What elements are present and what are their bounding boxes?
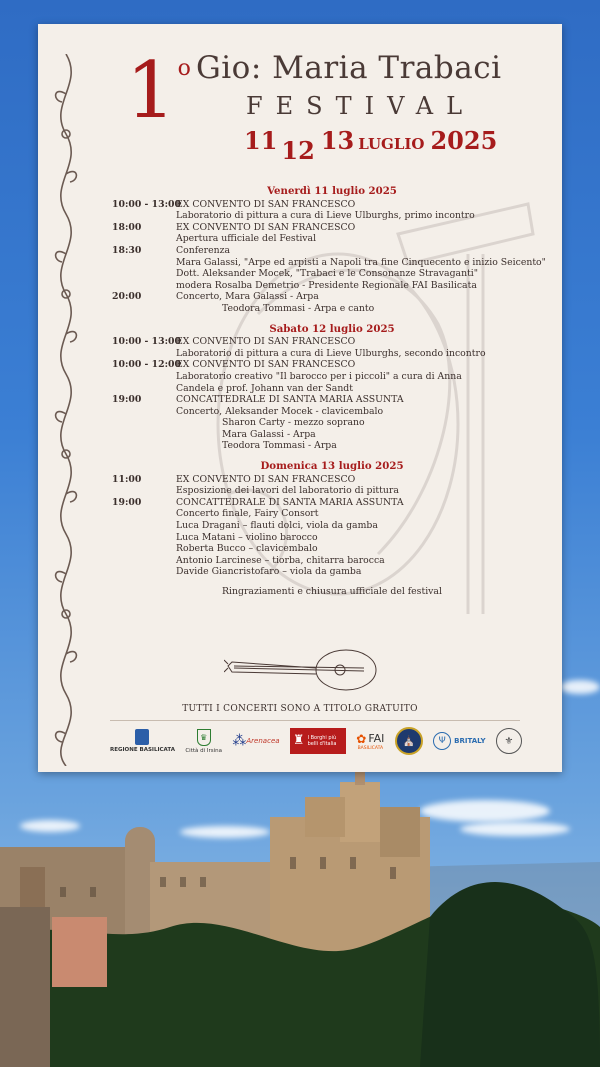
- event-row: Laboratorio creativo "Il barocco per i piccoli" a cura di Anna: [176, 370, 462, 382]
- event-row: 11:00 EX CONVENTO DI SAN FRANCESCO: [112, 473, 356, 485]
- event-row: Luca Matani – violino barocco: [176, 531, 318, 543]
- logo-citta-irsina: ♛ Città di Irsina: [185, 729, 222, 754]
- event-row: 10:00 - 13:00 EX CONVENTO DI SAN FRANCESCO: [112, 336, 356, 348]
- event-row: 19:00 CONCATTEDRALE DI SANTA MARIA ASSUNTA: [112, 394, 404, 406]
- logo-seal: [496, 728, 522, 754]
- event-row: Laboratorio di pittura a cura di Lieve Ulburghs, primo incontro: [176, 210, 475, 222]
- event-row: 19:00 CONCATTEDRALE DI SANTA MARIA ASSUNTA: [112, 496, 404, 508]
- logo-regione-basilicata: REGIONE BASILICATA: [110, 729, 175, 753]
- closing-note: Ringraziamenti e chiusura ufficiale del festival: [222, 586, 442, 597]
- ornamental-border: [44, 54, 88, 766]
- festival-subtitle: FESTIVAL: [246, 92, 476, 120]
- date-day-2: 12: [281, 136, 315, 165]
- event-row: modera Rosalba Demetrio - Presidente Regionale FAI Basilicata: [176, 279, 477, 291]
- event-row: Candela e prof. Johann van der Sandt: [176, 382, 353, 394]
- event-row: Laboratorio di pittura a cura di Lieve Ulburghs, secondo incontro: [176, 347, 486, 359]
- logo-fai: ✿ FAI BASILICATA: [356, 731, 385, 751]
- event-row: Sharon Carty - mezzo soprano: [222, 417, 365, 429]
- logo-church: [395, 727, 423, 755]
- event-row: 20:00 Concerto, Mara Galassi - Arpa: [112, 291, 319, 303]
- edition-number: 1$^o$: [126, 46, 191, 136]
- logo-arenacea: ⁂ Arenacea: [232, 733, 280, 749]
- town-photo: [0, 767, 600, 1067]
- event-row: Teodora Tommasi - Arpa e canto: [222, 302, 375, 314]
- event-row: Mara Galassi - Arpa: [222, 428, 316, 440]
- event-row: Teodora Tommasi - Arpa: [222, 440, 337, 452]
- date-day-3: 13: [320, 126, 355, 155]
- event-row: Concerto, Aleksander Mocek - clavicembalo: [176, 405, 384, 417]
- event-row: 10:00 - 13:00 EX CONVENTO DI SAN FRANCESCO: [112, 198, 356, 210]
- event-row: 18:00 EX CONVENTO DI SAN FRANCESCO: [112, 221, 356, 233]
- tower-icon: ♜: [292, 733, 305, 748]
- event-row: Antonio Larcinese – tiorba, chitarra barocca: [176, 554, 385, 566]
- festival-title: Gio: Maria Trabaci: [196, 50, 502, 86]
- day-heading: Sabato 12 luglio 2025: [269, 322, 395, 335]
- event-row: Apertura ufficiale del Festival: [176, 233, 317, 245]
- cloud: [560, 680, 600, 694]
- shield-icon: [135, 729, 149, 745]
- free-entry-note: TUTTI I CONCERTI SONO A TITOLO GRATUITO: [182, 704, 418, 714]
- festival-poster: [38, 24, 562, 772]
- church-icon: ⛪: [395, 727, 423, 755]
- date-month: LUGLIO: [358, 135, 425, 153]
- britaly-icon: Ψ: [433, 732, 451, 750]
- divider: [110, 720, 520, 721]
- day-heading: Venerdì 11 luglio 2025: [267, 185, 397, 197]
- event-row: Luca Dragani – flauti dolci, viola da gamba: [176, 520, 378, 532]
- edition-suffix: o: [177, 56, 191, 81]
- event-row: Esposizione dei lavori del laboratorio di pittura: [176, 485, 399, 497]
- event-row: 10:00 - 12:00 EX CONVENTO DI SAN FRANCESCO: [112, 359, 356, 371]
- flower-icon: ✿: [356, 731, 367, 746]
- event-row: Concerto finale, Fairy Consort: [176, 508, 319, 520]
- program-schedule: [112, 186, 552, 598]
- crest-icon: ♛: [197, 729, 211, 746]
- logo-britaly: Ψ BRITALY: [433, 732, 485, 750]
- seal-icon: ⚜: [496, 728, 522, 754]
- sponsor-logos: [110, 724, 522, 758]
- stars-icon: ⁂: [232, 733, 247, 749]
- day-heading: Domenica 13 luglio 2025: [260, 460, 404, 473]
- festival-dates: [244, 126, 498, 165]
- logo-borghi: ♜ I Borghi più belli d'Italia: [290, 728, 346, 754]
- event-row: Dott. Aleksander Mocek, "Trabaci e le Consonanze Stravaganti": [176, 268, 479, 280]
- event-row: Roberta Bucco – clavicembalo: [176, 543, 318, 555]
- event-row: 18:30 Conferenza: [112, 244, 231, 256]
- event-row: Davide Giancristofaro – viola da gamba: [176, 566, 362, 578]
- lute-illustration: [224, 646, 384, 696]
- date-year: 2025: [430, 126, 498, 155]
- event-row: Mara Galassi, "Arpe ed arpisti a Napoli tra fine Cinquecento e inizio Seicento": [176, 256, 546, 268]
- date-day-1: 11: [244, 126, 278, 155]
